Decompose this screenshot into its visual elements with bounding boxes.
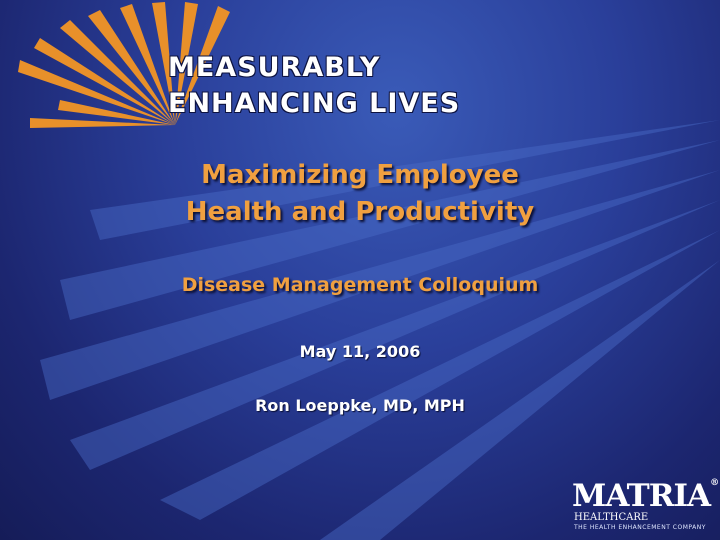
logo-division: HEALTHCARE (574, 512, 649, 523)
tagline-line2: ENHANCING LIVES (168, 88, 461, 119)
title-line2: Health and Productivity (185, 197, 535, 227)
logo-name (572, 478, 718, 514)
subtitle: Disease Management Colloquium (181, 274, 539, 296)
logo-registered-mark: ® (710, 478, 719, 488)
title-line1: Maximizing Employee (201, 160, 519, 190)
logo-tagline: THE HEALTH ENHANCEMENT COMPANY (574, 524, 706, 531)
logo-name-text: MATRIA (572, 478, 711, 514)
presentation-date: May 11, 2006 (299, 342, 421, 361)
speaker-name: Ron Loeppke, MD, MPH (255, 396, 465, 415)
matria-logo (570, 478, 719, 534)
tagline-line1: MEASURABLY (168, 52, 381, 83)
